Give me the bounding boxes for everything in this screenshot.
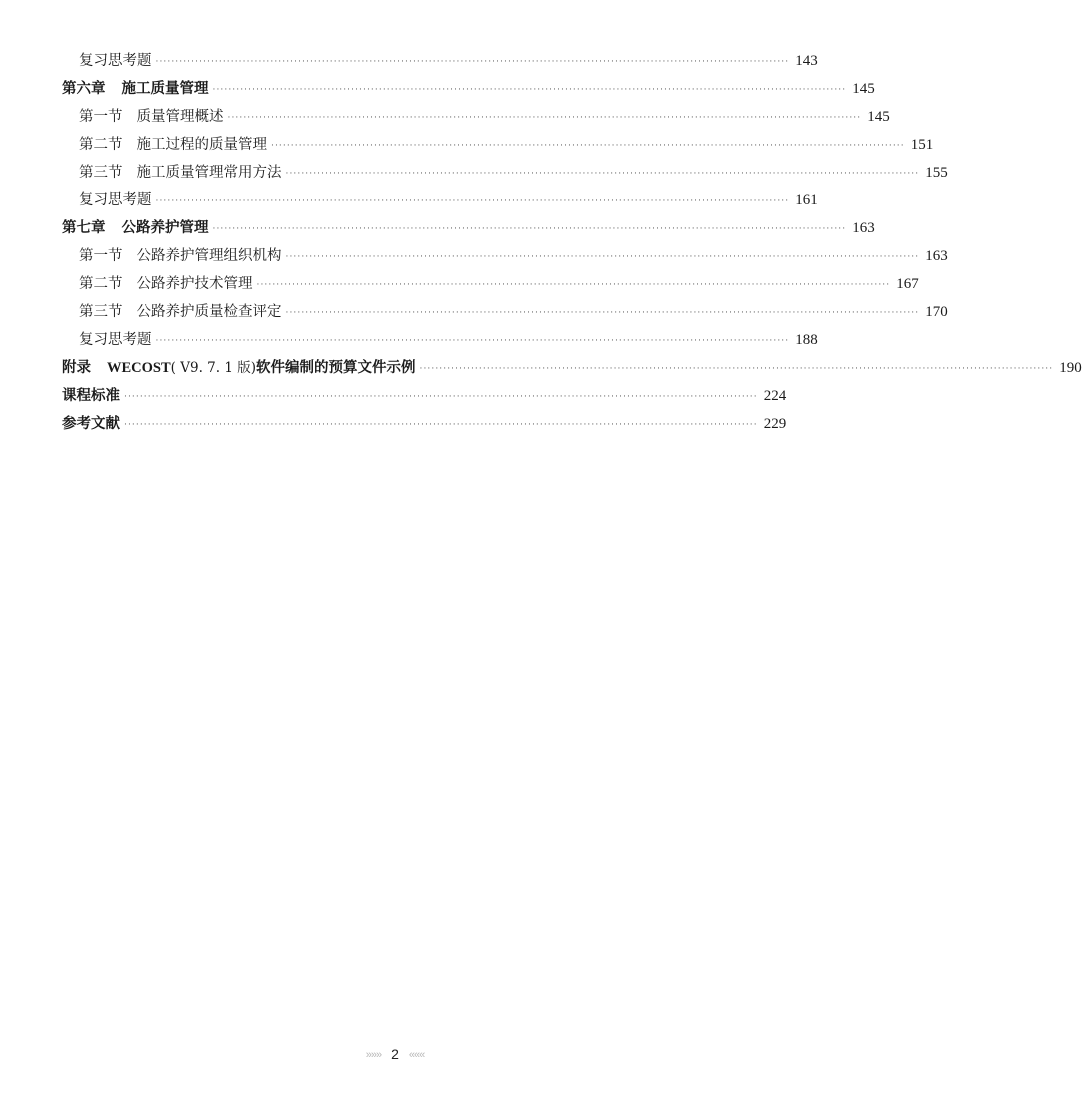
toc-page-number: 167: [896, 276, 919, 293]
dot-leader: ································································································································································: [124, 391, 758, 402]
toc-entry-title: [62, 355, 415, 383]
dot-leader: ································································································································································: [212, 224, 847, 235]
toc-page-number: 145: [867, 108, 890, 125]
section-number: 第三节: [79, 304, 123, 321]
dot-leader: ································································································································································: [155, 196, 790, 207]
page-footer: [0, 1046, 790, 1062]
section-number: 第二节: [79, 136, 123, 153]
dot-leader: ································································································································································: [124, 419, 758, 430]
table-of-contents: [62, 48, 1082, 438]
appendix-title: 软件编制的预算文件示例: [255, 359, 416, 376]
dot-leader: ································································································································································: [271, 140, 905, 151]
toc-page-number: 145: [852, 80, 875, 97]
toc-entry-title: 第七章 公路养护管理: [62, 215, 209, 243]
toc-entry-title: 第三节 公路养护质量检查评定: [79, 299, 282, 327]
toc-page-number: 155: [925, 164, 948, 181]
chevron-right-decoration-icon: »»»: [365, 1049, 382, 1061]
toc-page-number: 151: [910, 136, 934, 153]
toc-entry-title: 第二节 施工过程的质量管理: [79, 132, 267, 160]
section-number: 第二节: [79, 276, 123, 293]
toc-chapter-entry[interactable]: [62, 76, 875, 104]
dot-leader: ································································································································································: [285, 252, 920, 263]
page-number: 2: [391, 1046, 399, 1062]
toc-section-entry[interactable]: [62, 243, 948, 271]
toc-entry-title: 复习思考题: [79, 331, 152, 348]
chevron-left-decoration-icon: «««: [408, 1049, 425, 1061]
toc-appendix-entry[interactable]: [62, 355, 1082, 383]
chapter-number: 第七章: [62, 220, 106, 237]
dot-leader: ································································································································································: [155, 335, 790, 346]
toc-entry-title: 第六章 施工质量管理: [62, 76, 209, 104]
toc-references-entry[interactable]: [62, 411, 787, 439]
toc-section-entry[interactable]: [62, 160, 948, 188]
toc-page-number: 188: [795, 331, 818, 348]
toc-page-number: 170: [925, 304, 948, 321]
dot-leader: ································································································································································: [155, 57, 790, 67]
toc-entry[interactable]: [62, 48, 818, 76]
toc-entry-title: 复习思考题: [79, 53, 152, 69]
toc-entry-title: 参考文献: [62, 415, 120, 432]
dot-leader: ································································································································································: [212, 84, 847, 95]
toc-course-standard-entry[interactable]: [62, 383, 787, 411]
appendix-version: ( V9. 7. 1 版): [170, 359, 256, 376]
toc-section-entry[interactable]: [62, 271, 919, 299]
toc-entry-title: 课程标准: [62, 387, 120, 404]
toc-section-entry[interactable]: [62, 104, 890, 132]
toc-entry[interactable]: [62, 327, 818, 355]
section-number: 第三节: [79, 164, 123, 181]
toc-entry-title: 第二节 公路养护技术管理: [79, 271, 253, 299]
toc-section-entry[interactable]: [62, 132, 934, 160]
appendix-product: WECOST: [107, 359, 171, 376]
toc-page-number: 229: [763, 415, 787, 432]
toc-page-number: 190: [1059, 359, 1082, 376]
toc-entry-title: 第一节 质量管理概述: [79, 104, 224, 132]
chapter-number: 第六章: [62, 80, 106, 97]
toc-entry-title: 第三节 施工质量管理常用方法: [79, 160, 282, 188]
toc-page-number: 161: [795, 192, 818, 209]
appendix-label: 附录: [62, 359, 91, 376]
dot-leader: ································································································································································: [285, 308, 920, 319]
toc-entry-title: 复习思考题: [79, 192, 152, 209]
toc-page-number: 224: [763, 387, 787, 404]
toc-page-number: 163: [852, 220, 875, 237]
toc-chapter-entry[interactable]: [62, 215, 875, 243]
toc-page-number: 143: [795, 53, 818, 69]
dot-leader: ································································································································································: [256, 280, 891, 291]
dot-leader: ································································································································································: [227, 112, 862, 123]
dot-leader: ································································································································································: [419, 363, 1054, 374]
toc-entry[interactable]: [62, 187, 818, 215]
dot-leader: ································································································································································: [285, 168, 920, 179]
section-number: 第一节: [79, 248, 123, 265]
toc-section-entry[interactable]: [62, 299, 948, 327]
toc-page-number: 163: [925, 248, 948, 265]
section-number: 第一节: [79, 108, 123, 125]
toc-entry-title: 第一节 公路养护管理组织机构: [79, 243, 282, 271]
